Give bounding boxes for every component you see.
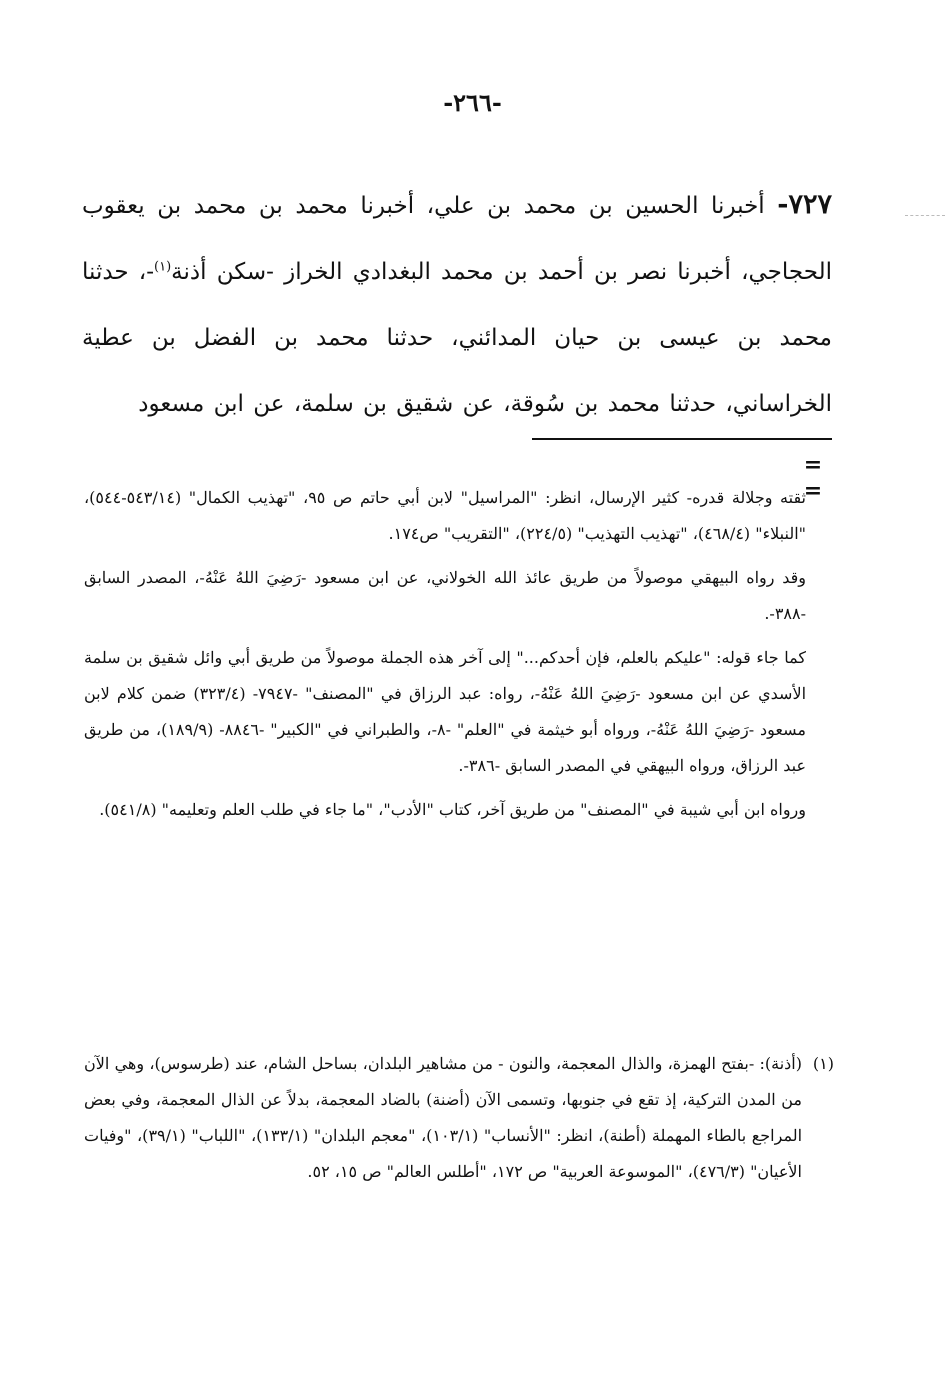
hadith-text [82,172,832,437]
footnote-text: (أذنة): -بفتح الهمزة، والذال المعجمة، والنون - من مشاهير البلدان، بساحل الشام، عند (طرسوس)، وهي الآن من المدن التركية، إذ تقع في جنوبها، وتسمى الآن (أضنة) بالضاد المعجمة، بدلاً عن الذال المعجمة، وفي بعض المراجع بالطاء المهملة (أطنة)، انظر: "الأنساب" (١٠٣/١)، "معجم البلدان" (١٣٣/١)، "اللباب" (٣٩/١)، "وفيات الأعيان" (٤٧٦/٣)، "الموسوعة العربية" ص ١٧٢، "أطلس العالم" ص ١٥، ٥٢. [84,1054,803,1181]
note-paragraph: ثقته وجلالة قدره- كثير الإرسال، انظر: "المراسيل" لابن أبي حاتم ص ٩٥، "تهذيب الكمال" (٥٤٣/١٤-٥٤٤)، "النبلاء" (٤٦٨/٤)، "تهذيب التهذيب" (٢٢٤/٥)، "التقريب" ص١٧٤. [84,488,807,543]
footnote [84,1046,834,1190]
footnote-marker: (١) [812,1054,834,1073]
notes-section [84,480,806,836]
hadith-body: أخبرنا الحسين بن محمد بن علي، أخبرنا محمد بن محمد بن يعقوب الحجاجي، أخبرنا نصر بن أحمد بن محمد البغدادي الخراز -سكن أذنة [82,193,832,285]
continuation-mark: = = [803,452,823,504]
note-paragraph: ورواه ابن أبي شيبة في "المصنف" من طريق آخر، كتاب "الأدب"، "ما جاء في طلب العلم وتعليمه" (٥٤١/٨). [99,800,806,819]
hadith-number: ٧٢٧- [777,189,832,220]
footnote-separator [532,438,832,440]
footnote-reference[interactable]: (١) [154,259,172,275]
hadith-body-continued: -، حدثنا محمد بن عيسى بن حيان المدائني، حدثنا محمد بن الفضل بن عطية الخراساني، حدثنا محمد بن سُوقة، عن شقيق بن سلمة، عن ابن مسعود [82,259,832,417]
page-number: -٢٦٦- [443,88,502,117]
footnotes-section [84,1046,834,1190]
scan-edge-mark [905,215,945,216]
note-paragraph: وقد رواه البيهقي موصولاً من طريق عائذ الله الخولاني، عن ابن مسعود -رَضِيَ اللهُ عَنْهُ-، المصدر السابق -٣٨٨-. [84,568,806,623]
note-paragraph: كما جاء قوله: "عليكم بالعلم، فإن أحدكم..." إلى آخر هذه الجملة موصولاً من طريق أبي وائل شقيق بن سلمة الأسدي عن ابن مسعود -رَضِيَ اللهُ عَنْهُ-، رواه: عبد الرزاق في "المصنف" -٧٩٤٧- (٣٢٣/٤) ضمن كلام لابن مسعود -رَضِيَ اللهُ عَنْهُ-، ورواه أبو خيثمة في "العلم" -٨-، والطبراني في "الكبير" -٨٨٤٦- (١٨٩/٩)، من طريق عبد الرزاق، ورواه البيهقي في المصدر السابق -٣٨٦-. [84,648,807,775]
